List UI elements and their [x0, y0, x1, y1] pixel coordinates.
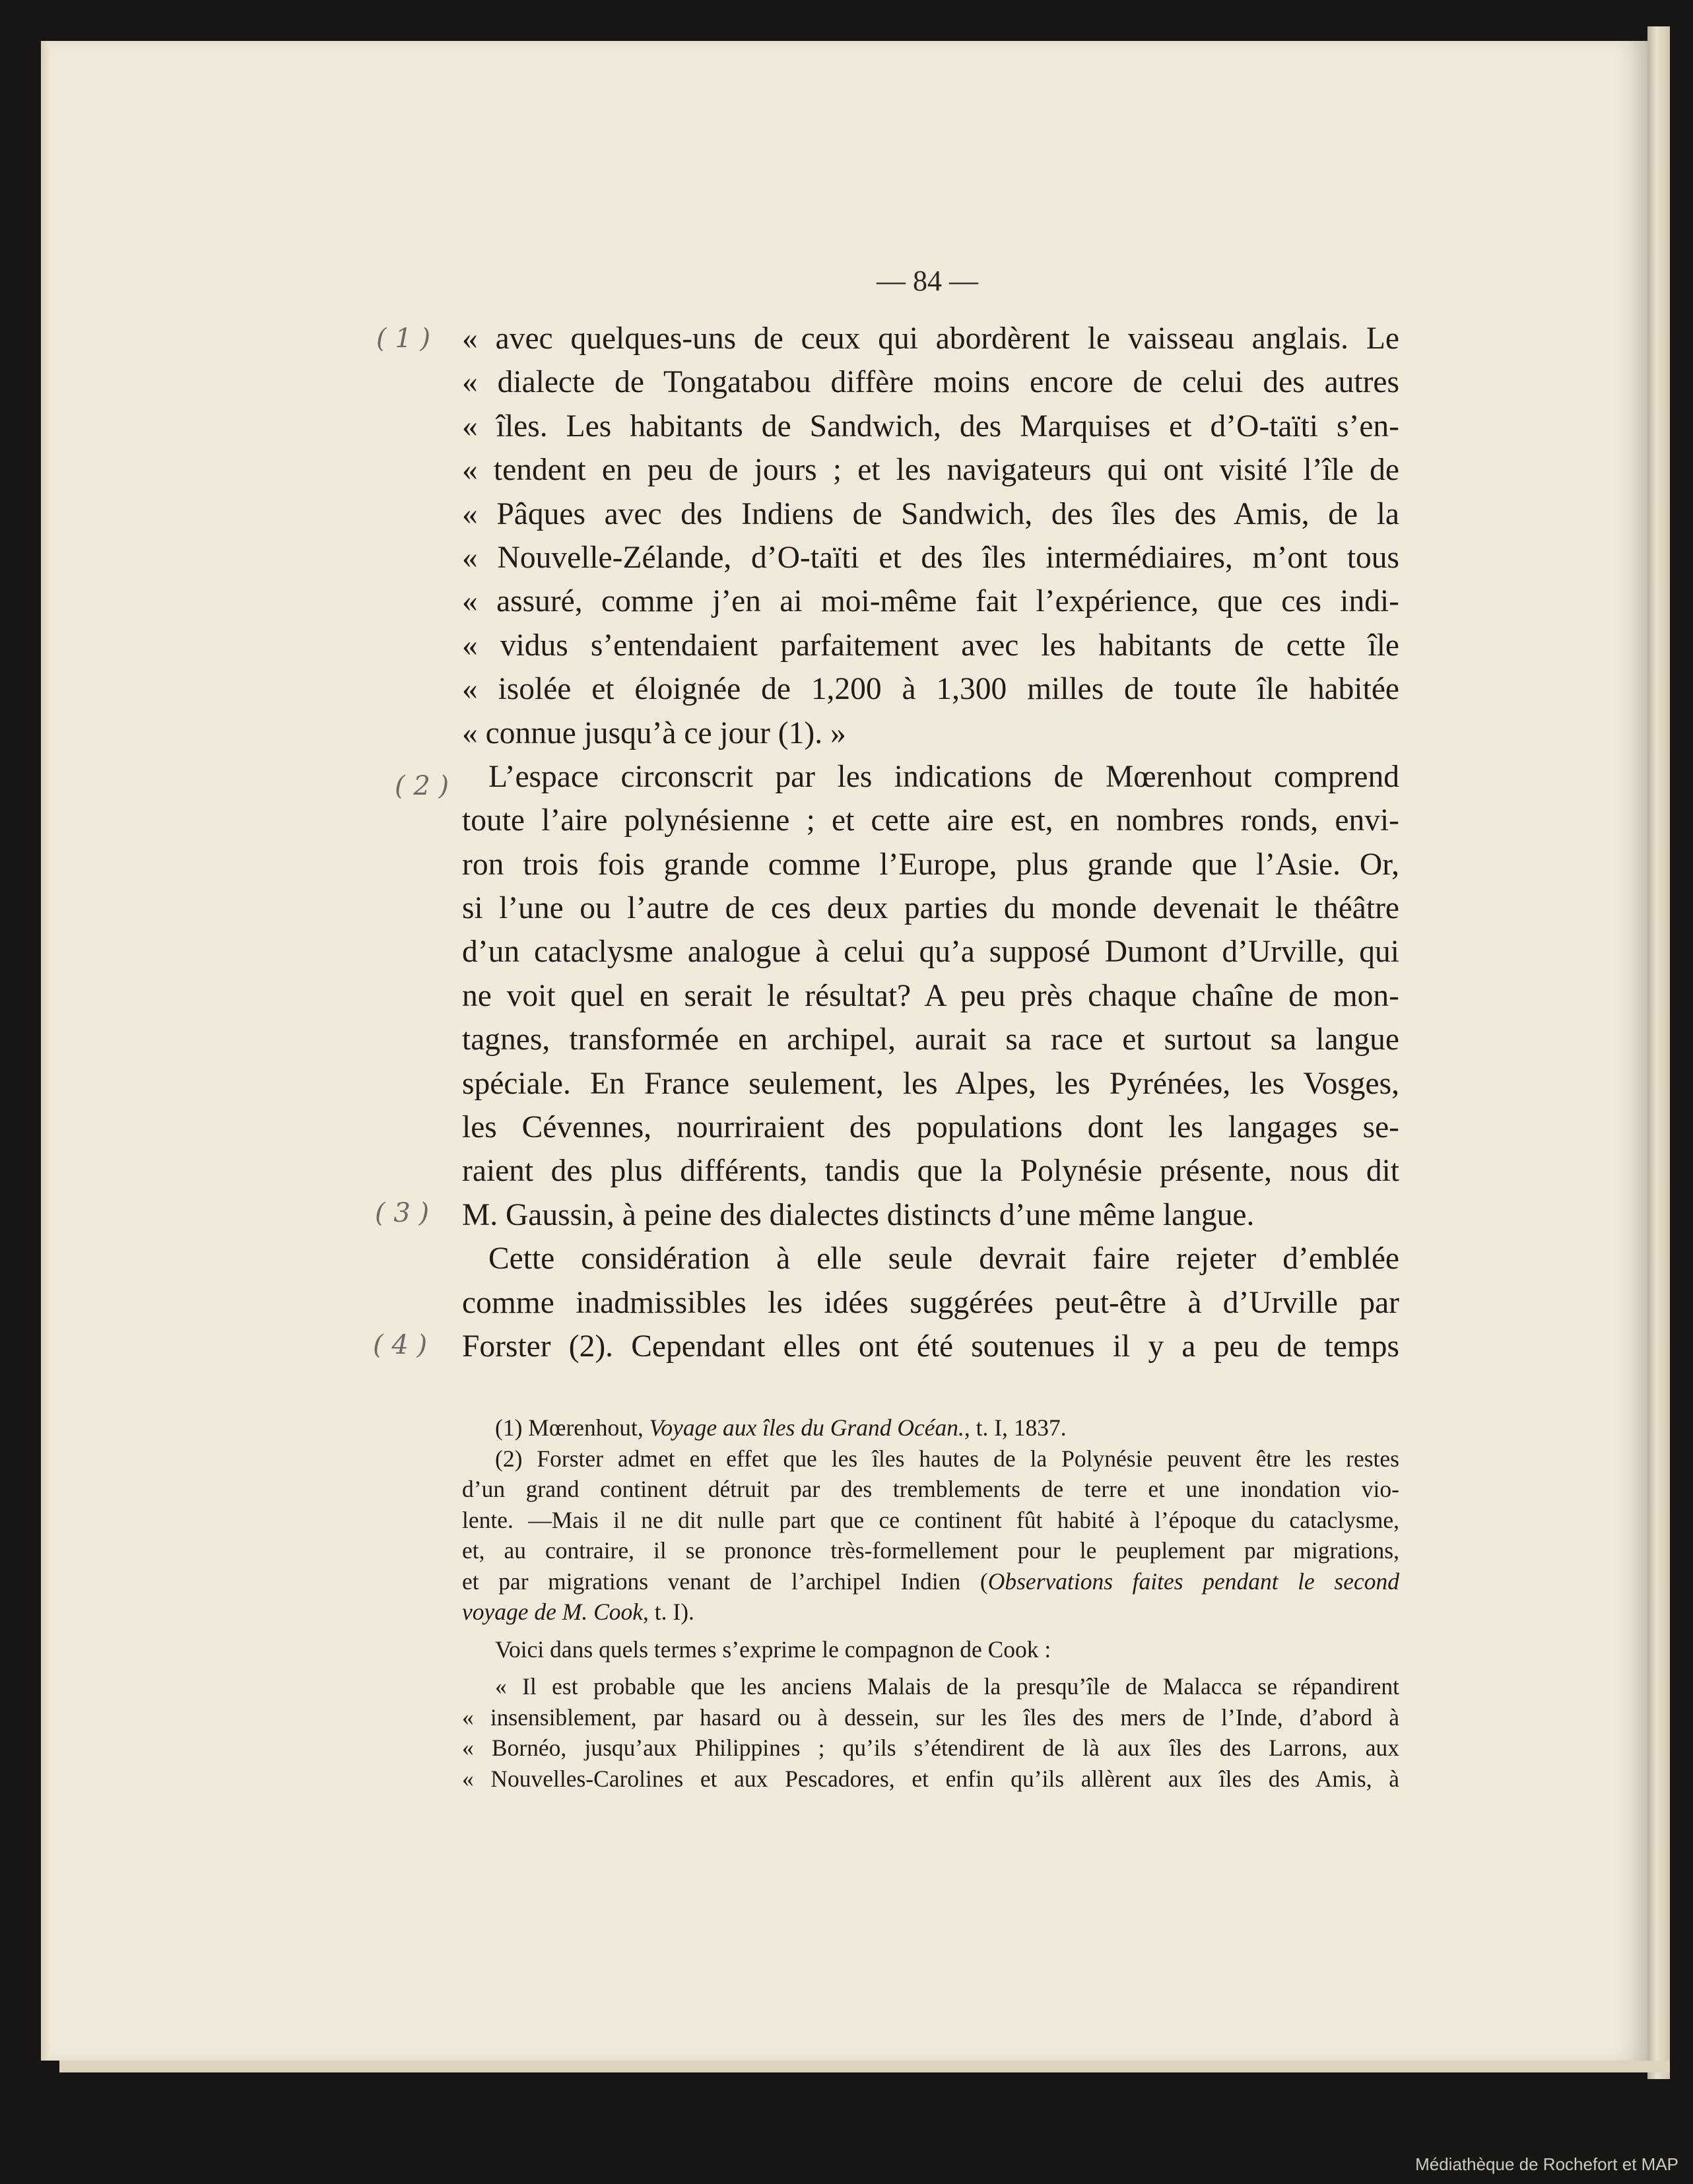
text-line: « assuré, comme j’en ai moi-même fait l’expérience, que ces indi-: [462, 584, 1399, 619]
footnote-text: (1) Mœrenhout,: [495, 1414, 644, 1441]
text-line: spéciale. En France seulement, les Alpes, les Pyrénées, les Vosges,: [462, 1066, 1399, 1101]
text-line: Cette considération à elle seule devrait faire rejeter d’emblée: [488, 1241, 1399, 1276]
footnote-text: , t. I).: [643, 1599, 694, 1625]
text-line: « tendent en peu de jours ; et les navigateurs qui ont visité l’île de: [462, 453, 1399, 488]
footnote-line: « insensiblement, par hasard ou à dessein, sur les îles des mers de l’Inde, d’abord à: [462, 1704, 1399, 1731]
text-line: « Nouvelle-Zélande, d’O-taïti et des îles intermédiaires, m’ont tous: [462, 540, 1399, 575]
footnote-line: [462, 1566, 1399, 1597]
footnote-line: lente. —Mais il ne dit nulle part que ce continent fût habité à l’époque du cataclysme,: [462, 1506, 1399, 1533]
text-line: si l’une ou l’autre de ces deux parties du monde devenait le théâtre: [462, 891, 1399, 926]
text-line: « îles. Les habitants de Sandwich, des Marquises et d’O-taïti s’en-: [462, 409, 1399, 444]
page-left-edge: [41, 41, 50, 2061]
page-bottom-edge: [59, 2061, 1670, 2072]
text-line: ron trois fois grande comme l’Europe, plus grande que l’Asie. Or,: [462, 847, 1399, 882]
text-line: « isolée et éloignée de 1,200 à 1,300 milles de toute île habitée: [462, 672, 1399, 707]
footnote-text: , t. I, 1837.: [964, 1414, 1067, 1441]
footnote-line: et, au contraire, il se prononce très-formellement pour le peuplement par migrations,: [462, 1537, 1399, 1564]
text-line: d’un cataclysme analogue à celui qu’a supposé Dumont d’Urville, qui: [462, 935, 1399, 970]
library-credit: Médiathèque de Rochefort et MAP: [1415, 2154, 1678, 2174]
text-line: comme inadmissibles les idées suggérées peut-être à d’Urville par: [462, 1285, 1399, 1320]
text-line: « Pâques avec des Indiens de Sandwich, des îles des Amis, de la: [462, 496, 1399, 531]
text-line: M. Gaussin, à peine des dialectes distincts d’une même langue.: [462, 1197, 1255, 1232]
text-line: toute l’aire polynésienne ; et cette aire est, en nombres ronds, envi-: [462, 803, 1399, 838]
text-line: « dialecte de Tongatabou diffère moins encore de celui des autres: [462, 365, 1399, 400]
footnote-line: « Nouvelles-Carolines et aux Pescadores, et enfin qu’ils allèrent aux îles des Amis, à: [462, 1765, 1399, 1792]
text-line: « vidus s’entendaient parfaitement avec les habitants de cette île: [462, 628, 1399, 663]
footnote-title: Observations faites pendant le second: [987, 1568, 1399, 1595]
page-number-header: — 84 —: [877, 265, 978, 297]
footnote-title: voyage de M. Cook: [462, 1599, 644, 1625]
margin-note-4: ( 4 ): [373, 1330, 428, 1360]
footnote-line: [462, 1597, 1399, 1628]
page-right-edge: [1647, 26, 1670, 2079]
footnote-title: Voyage aux îles du Grand Océan.: [649, 1414, 964, 1441]
footnote-text: et par migrations venant de l’archipel Indien (: [462, 1568, 988, 1595]
margin-note-1: ( 1 ): [376, 323, 431, 354]
text-line: L’espace circonscrit par les indications de Mœrenhout comprend: [488, 759, 1399, 794]
footnote-line: « Il est probable que les anciens Malais de la presqu’île de Malacca se répandirent: [495, 1673, 1399, 1700]
body-text: [462, 317, 1399, 1368]
text-line: ne voit quel en serait le résultat? A peu près chaque chaîne de mon-: [462, 978, 1399, 1013]
footnote-line: Voici dans quels termes s’exprime le compagnon de Cook :: [495, 1636, 1051, 1663]
text-line: « avec quelques-uns de ceux qui abordèrent le vaisseau anglais. Le: [462, 321, 1399, 356]
footnote-line: « Bornéo, jusqu’aux Philippines ; qu’ils s’étendirent de là aux îles des Larrons, aux: [462, 1735, 1399, 1761]
footnote-line: d’un grand continent détruit par des tremblements de terre et une inondation vio-: [462, 1476, 1399, 1502]
footnote-1: [462, 1412, 1399, 1443]
text-line: les Cévennes, nourriraient des populations dont les langages se-: [462, 1110, 1399, 1145]
margin-note-2: ( 2 ): [395, 771, 449, 801]
text-line: Forster (2). Cependant elles ont été soutenues il y a peu de temps: [462, 1329, 1399, 1364]
text-line: tagnes, transformée en archipel, aurait sa race et surtout sa langue: [462, 1022, 1399, 1057]
footnote-line: (2) Forster admet en effet que les îles hautes de la Polynésie peuvent être les restes: [495, 1445, 1399, 1472]
margin-note-3: ( 3 ): [375, 1198, 430, 1228]
text-line: raient des plus différents, tandis que la Polynésie présente, nous dit: [462, 1154, 1399, 1189]
footnotes: [462, 1412, 1399, 1794]
text-line: « connue jusqu’à ce jour (1). »: [462, 715, 846, 750]
